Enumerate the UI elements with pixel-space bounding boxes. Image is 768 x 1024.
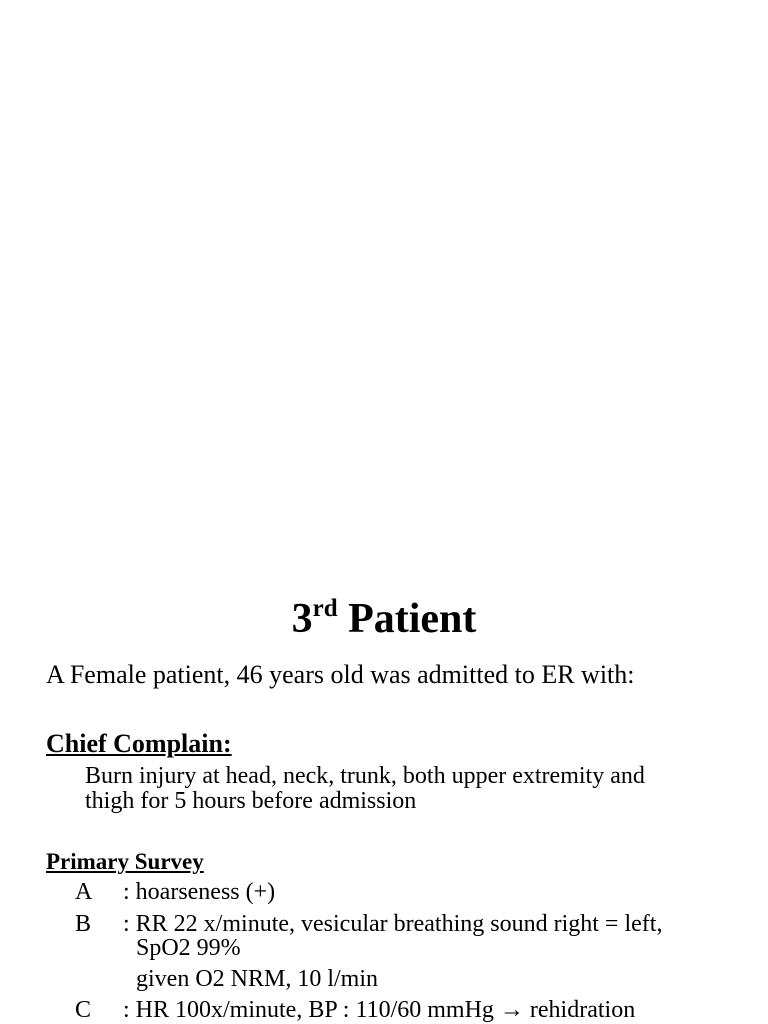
survey-letter-a: A: [75, 879, 93, 905]
chief-complain-heading: Chief Complain:: [46, 729, 232, 758]
page-title: [0, 594, 768, 644]
primary-survey-heading: Primary Survey: [46, 849, 204, 874]
title-number: 3: [291, 596, 313, 642]
survey-text-circulation: : HR 100x/minute, BP : 110/60 mmHg → rehidration: [123, 997, 636, 1023]
survey-text-airway: : hoarseness (+): [123, 879, 276, 905]
survey-text-breathing-cont: SpO2 99%: [136, 935, 241, 961]
survey-letter-b: B: [75, 911, 92, 937]
title-word: Patient: [348, 596, 477, 642]
title-ordinal-suffix: rd: [312, 595, 338, 622]
survey-text-breathing-cont: given O2 NRM, 10 l/min: [136, 966, 379, 992]
chief-complain-line: Burn injury at head, neck, trunk, both upper extremity and: [85, 763, 645, 789]
survey-text-breathing: : RR 22 x/minute, vesicular breathing sound right = left,: [123, 911, 663, 937]
intro-text: A Female patient, 46 years old was admitted to ER with:: [46, 660, 635, 689]
survey-letter-c: C: [75, 997, 92, 1023]
chief-complain-line: thigh for 5 hours before admission: [85, 788, 417, 814]
